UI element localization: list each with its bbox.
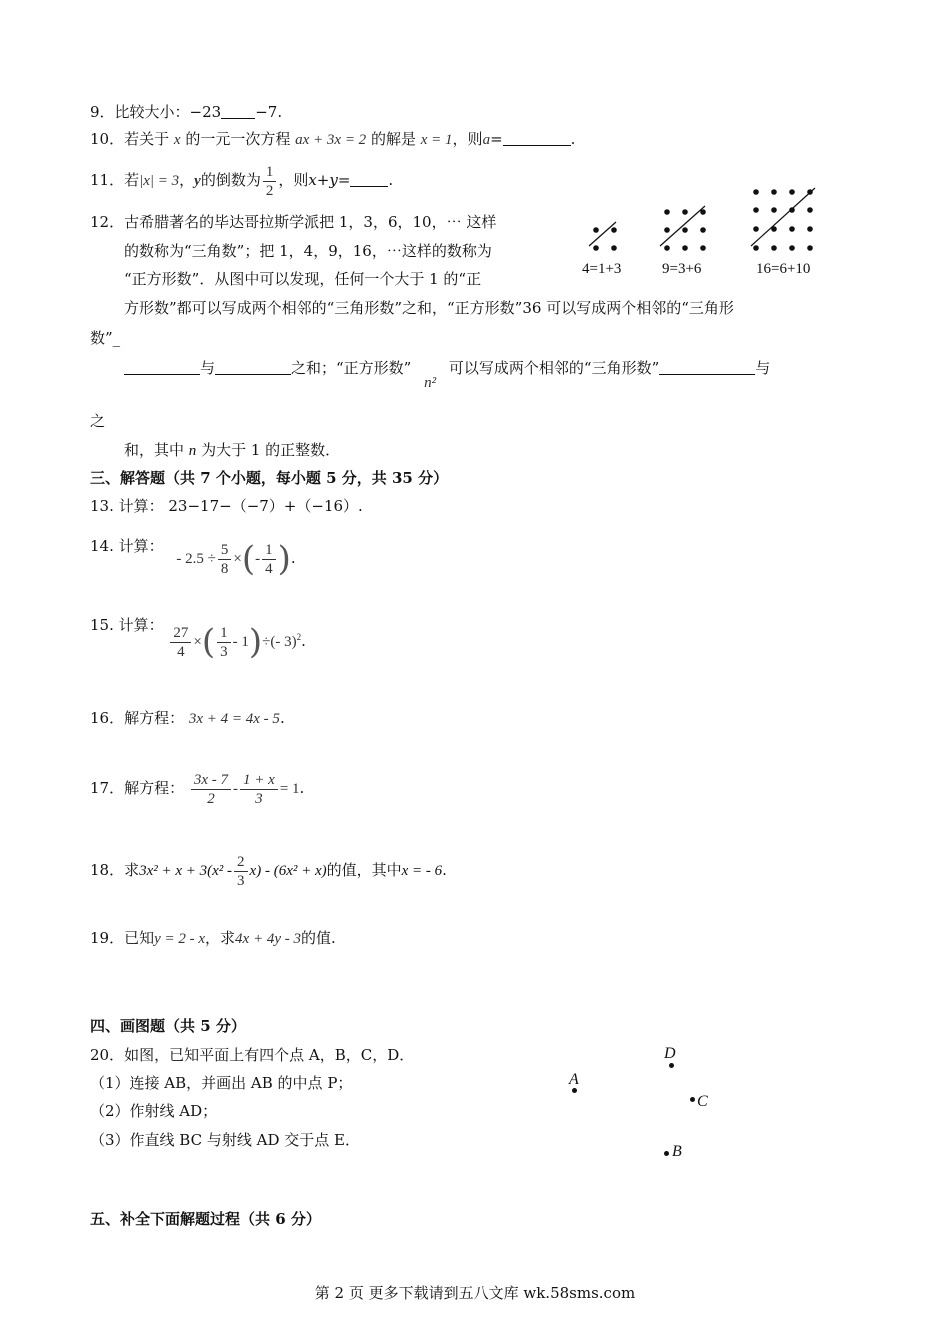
section-4-heading: 四、画图题（共 5 分） [90, 1017, 246, 1035]
fraction: $\frac{27}{4}$ [170, 624, 191, 661]
section-5-heading: 五、补全下面解题过程（共 6 分） [90, 1210, 321, 1228]
question-15: 15. 计算： $\frac{27}{4}$ ×( $\frac{1}{3}$ - 1)÷(- 3)$^2$. [90, 616, 306, 662]
question-18: 18．求3x² + x + 3(x² - $\frac{2}{3}$ x) - (6x² + x)的值，其中x = - 6. [90, 853, 447, 889]
question-17: 17．解方程： $\frac{3x - 7}{2}$ - $\frac{1 + x}{3}$ = 1. [90, 771, 305, 807]
question-12-line7: 之 [90, 412, 106, 430]
question-12-line8: 和，其中 n 为大于 1 的正整数． [124, 441, 341, 459]
fraction: $\frac{1}{4}$ [262, 541, 276, 578]
point-a [572, 1088, 577, 1093]
point-c [690, 1097, 695, 1102]
question-16: 16．解方程： 3x + 4 = 4x - 5. [90, 709, 285, 727]
fraction: $\frac{3x - 7}{2}$ [191, 771, 231, 808]
question-19: 19．已知y = 2 - x，求4x + 4y - 3的值. [90, 929, 336, 947]
dot-grid-4x4 [751, 188, 815, 251]
dot-grid-2x2 [589, 222, 617, 251]
point-label-a: A [569, 1071, 579, 1088]
section-3-heading: 三、解答题（共 7 个小题，每小题 5 分，共 35 分） [90, 469, 449, 487]
point-b [664, 1151, 669, 1156]
fraction: $\frac{1}{2}$ [263, 163, 277, 200]
point-label-b: B [672, 1143, 682, 1160]
question-12-line6: 与 之和；“正方形数” n² 可以写成两个相邻的“三角形数” 与 [124, 357, 770, 380]
question-14: 14. 计算： - 2.5 ÷ $\frac{5}{8}$ ×(- $\frac{1}{4}$ ). [90, 537, 296, 579]
question-12-line5: 数”_ [90, 329, 121, 347]
answer-blank[interactable] [221, 102, 255, 119]
fraction: $\frac{1}{3}$ [217, 624, 231, 661]
question-9: 9．比较大小：−23 −7. [90, 103, 283, 121]
question-12-line2: 的数称为“三角数”；把 1，4，9，16，⋯这样的数称为 [124, 242, 492, 260]
question-20-line3: （2）作射线 AD； [90, 1102, 218, 1120]
answer-blank[interactable] [350, 170, 388, 187]
dot-figure [575, 180, 845, 265]
dot-grid-3x3 [660, 206, 706, 251]
question-20-line4: （3）作直线 BC 与射线 AD 交于点 E． [90, 1131, 360, 1149]
question-11: 11．若|x| = 3，y的倒数为 $\frac{1}{2}$ ，则x+y= . [90, 163, 394, 199]
fraction: $\frac{5}{8}$ [218, 541, 232, 578]
answer-blank[interactable] [215, 358, 291, 375]
question-10: 10．若关于 x 的一元一次方程 ax + 3x = 2 的解是 x = 1，则a= . [90, 130, 576, 148]
answer-blank[interactable] [659, 358, 755, 375]
question-12-line1: 12．古希腊著名的毕达哥拉斯学派把 1，3，6，10，⋯ 这样 [90, 213, 497, 231]
figure-caption-3: 16=6+10 [756, 261, 811, 277]
point-label-d: D [664, 1045, 676, 1062]
point-d [669, 1063, 674, 1068]
answer-blank[interactable] [124, 358, 200, 375]
question-13: 13. 计算： 23−17−（−7）+（−16）. [90, 497, 363, 515]
question-20-line1: 20．如图，已知平面上有四个点 A，B，C，D． [90, 1046, 415, 1064]
question-12-line4: 方形数”都可以写成两个相邻的“三角形数”之和，“正方形数”36 可以写成两个相邻的“三角形 [124, 299, 734, 317]
point-label-c: C [697, 1093, 708, 1110]
question-20-line2: （1）连接 AB，并画出 AB 的中点 P； [90, 1074, 353, 1092]
figure-caption-2: 9=3+6 [662, 261, 702, 277]
question-12-line3: “正方形数”．从图中可以发现，任何一个大于 1 的“正 [124, 270, 482, 288]
fraction: $\frac{2}{3}$ [234, 853, 248, 890]
page-footer: 第 2 页 更多下载请到五八文库 wk.58sms.com [314, 1284, 636, 1302]
answer-blank[interactable] [503, 129, 571, 146]
figure-caption-1: 4=1+3 [582, 261, 622, 277]
fraction: $\frac{1 + x}{3}$ [240, 771, 278, 808]
